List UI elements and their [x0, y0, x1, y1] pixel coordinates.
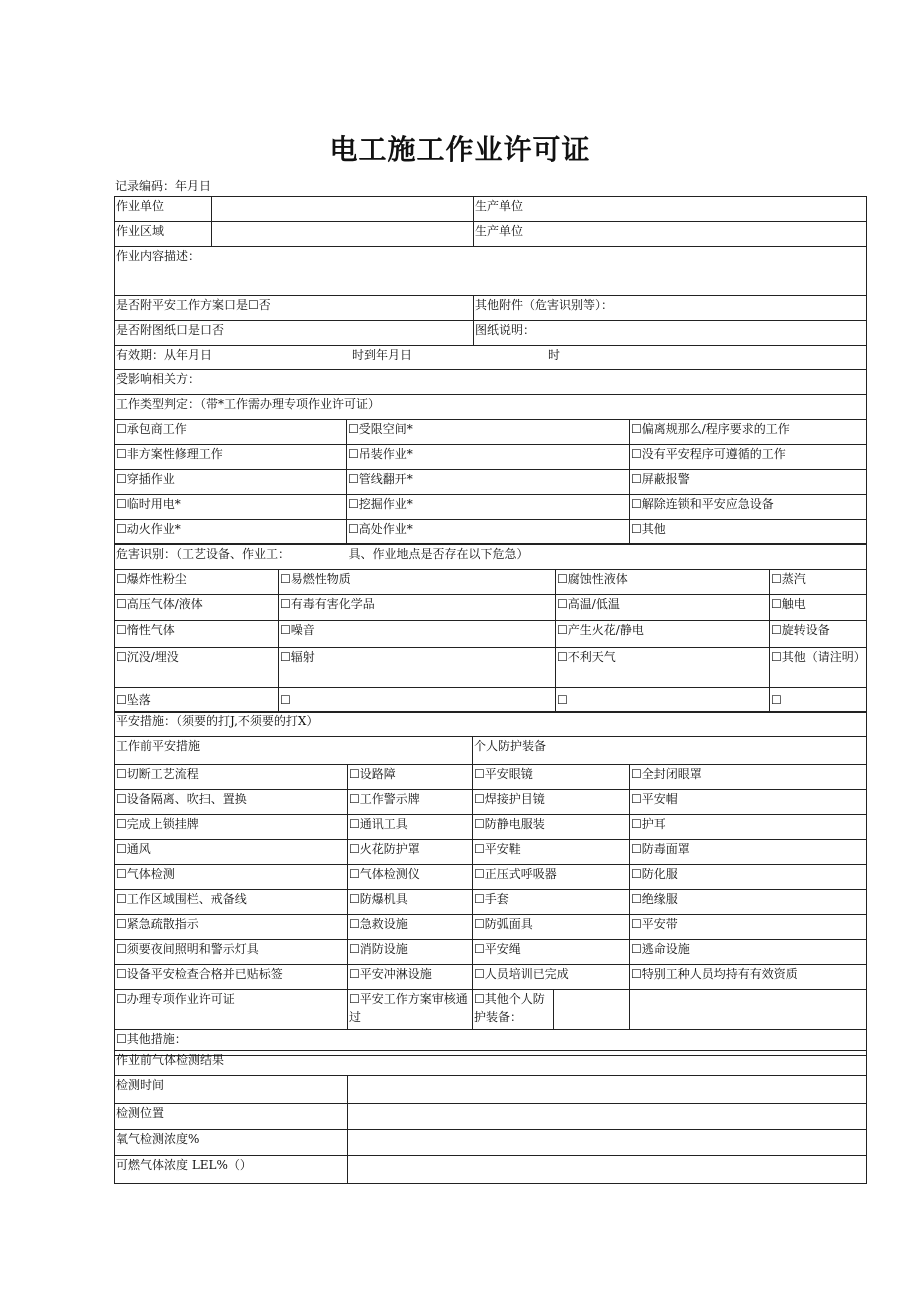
other-attachments[interactable]: 其他附件（危害识别等）： — [474, 296, 867, 321]
work-type-option[interactable]: ☐没有平安程序可遵循的工作 — [630, 445, 867, 470]
safety-plan-question[interactable]: 是否附平安工作方案口是☐否 — [115, 296, 474, 321]
hazard-option[interactable]: ☐其他（请注明） — [770, 648, 867, 688]
work-type-option[interactable]: ☐挖掘作业* — [347, 495, 630, 520]
hazard-label: 危害识别：（工艺设备、作业工： — [115, 545, 348, 570]
hazard-option[interactable]: ☐高压气体/液体 — [115, 595, 279, 621]
safety-option[interactable]: ☐平安工作方案审核通过 — [348, 990, 473, 1030]
safety-option[interactable]: ☐平安冲淋设施 — [348, 965, 473, 990]
ppe-label: 个人防护装备 — [473, 737, 867, 765]
ppe-option[interactable]: ☐其他个人防护装备： — [473, 990, 554, 1030]
safety-table — [114, 711, 867, 1056]
safety-option[interactable]: ☐通风 — [115, 840, 348, 865]
ppe-option[interactable]: ☐平安帽 — [630, 790, 867, 815]
work-type-option[interactable]: ☐非方案性修理工作 — [115, 445, 347, 470]
work-type-option[interactable]: ☐穿插作业 — [115, 470, 347, 495]
safety-option[interactable]: ☐工作警示牌 — [348, 790, 473, 815]
hazard-option[interactable]: ☐触电 — [770, 595, 867, 621]
affected-parties[interactable]: 受影响相关方： — [115, 370, 867, 395]
gas-row-value[interactable] — [348, 1076, 867, 1104]
gas-row-label: 可燃气体浓度 LEL%（） — [115, 1156, 348, 1184]
ppe-option[interactable]: ☐焊接护目镜 — [473, 790, 630, 815]
work-type-option[interactable]: ☐管线翻开* — [347, 470, 630, 495]
validity-row[interactable] — [115, 346, 867, 370]
validity-from: 有效期：从年月日 — [116, 348, 213, 362]
validity-end: 时 — [548, 348, 561, 362]
work-type-option[interactable]: ☐承包商工作 — [115, 420, 347, 445]
gas-detection-table — [114, 1050, 867, 1184]
safety-option[interactable]: ☐切断工艺流程 — [115, 765, 348, 790]
record-code: 记录编码：年月日 — [115, 179, 212, 193]
hazard-option[interactable]: ☐ — [770, 688, 867, 713]
work-type-label: 工作类型判定：（带*工作需办理专项作业许可证） — [115, 395, 867, 420]
content-description[interactable]: 作业内容描述： — [115, 247, 867, 296]
ppe-option[interactable]: ☐平安绳 — [473, 940, 630, 965]
safety-option[interactable]: ☐设备隔离、吹扫、置换 — [115, 790, 348, 815]
gas-detection-label: 作业前气体检测结果 — [115, 1051, 867, 1076]
ppe-option[interactable]: ☐逃命设施 — [630, 940, 867, 965]
ppe-option[interactable]: ☐防毒面罩 — [630, 840, 867, 865]
hazard-option[interactable]: ☐旋转设备 — [770, 621, 867, 648]
page-title: 电工施工作业许可证 — [329, 133, 591, 166]
work-type-option[interactable]: ☐临时用电* — [115, 495, 347, 520]
work-type-option[interactable]: ☐受限空间* — [347, 420, 630, 445]
hazard-label-cont: 具、作业地点是否存在以下危急） — [348, 545, 867, 570]
work-type-option[interactable]: ☐高处作业* — [347, 520, 630, 544]
work-type-option[interactable]: ☐吊装作业* — [347, 445, 630, 470]
drawing-question[interactable]: 是否附图纸口是口否 — [115, 321, 474, 346]
hazard-option[interactable]: ☐爆炸性粉尘 — [115, 570, 279, 595]
ppe-option[interactable]: ☐手套 — [473, 890, 630, 915]
validity-to: 时到年月日 — [352, 348, 413, 362]
hazard-option[interactable]: ☐坠落 — [115, 688, 279, 713]
gas-row-label: 检测位置 — [115, 1104, 348, 1130]
work-type-option[interactable]: ☐屏蔽报警 — [630, 470, 867, 495]
safety-option[interactable]: ☐办理专项作业许可证 — [115, 990, 348, 1030]
other-measures[interactable]: ☐其他措施： — [115, 1030, 867, 1056]
ppe-other-value-2[interactable] — [630, 990, 867, 1030]
hazard-option[interactable]: ☐辐射 — [279, 648, 556, 688]
unit-label: 作业单位 — [115, 197, 212, 222]
permit-form-table — [114, 196, 867, 544]
ppe-option[interactable]: ☐平安鞋 — [473, 840, 630, 865]
safety-label: 平安措施：（须要的打J,不须要的打X） — [115, 712, 867, 737]
work-type-option[interactable]: ☐动火作业* — [115, 520, 347, 544]
work-type-option[interactable]: ☐偏离规那么/程序要求的工作 — [630, 420, 867, 445]
safety-option[interactable]: ☐须要夜间照明和警示灯具 — [115, 940, 348, 965]
safety-option[interactable]: ☐设备平安检查合格并已贴标签 — [115, 965, 348, 990]
hazard-table — [114, 544, 867, 713]
ppe-option[interactable]: ☐防静电服装 — [473, 815, 630, 840]
hazard-option[interactable]: ☐蒸汽 — [770, 570, 867, 595]
hazard-option[interactable]: ☐有毒有害化学品 — [279, 595, 556, 621]
gas-row-label: 检测时间 — [115, 1076, 348, 1104]
safety-option[interactable]: ☐急救设施 — [348, 915, 473, 940]
ppe-option[interactable]: ☐绝缘服 — [630, 890, 867, 915]
hazard-option[interactable]: ☐ — [279, 688, 556, 713]
hazard-option[interactable]: ☐沉没/埋没 — [115, 648, 279, 688]
hazard-option[interactable]: ☐惰性气体 — [115, 621, 279, 648]
safety-option[interactable]: ☐消防设施 — [348, 940, 473, 965]
drawing-note[interactable]: 图纸说明： — [474, 321, 867, 346]
gas-row-value[interactable] — [348, 1156, 867, 1184]
work-type-option[interactable]: ☐其他 — [630, 520, 867, 544]
gas-row-value[interactable] — [348, 1130, 867, 1156]
hazard-option[interactable]: ☐ — [556, 688, 770, 713]
area-label: 作业区域 — [115, 222, 212, 247]
safety-option[interactable]: ☐防爆机具 — [348, 890, 473, 915]
unit-value[interactable] — [212, 197, 474, 222]
gas-row-value[interactable] — [348, 1104, 867, 1130]
safety-option[interactable]: ☐工作区域围栏、戒备线 — [115, 890, 348, 915]
hazard-option[interactable]: ☐不利天气 — [556, 648, 770, 688]
safety-option[interactable]: ☐气体检测 — [115, 865, 348, 890]
hazard-option[interactable]: ☐腐蚀性液体 — [556, 570, 770, 595]
hazard-option[interactable]: ☐易燃性物质 — [279, 570, 556, 595]
hazard-option[interactable]: ☐高温/低温 — [556, 595, 770, 621]
ppe-option[interactable]: ☐平安眼镜 — [473, 765, 630, 790]
ppe-option[interactable]: ☐正压式呼吸器 — [473, 865, 630, 890]
ppe-option[interactable]: ☐特别工种人员均持有有效资质 — [630, 965, 867, 990]
gas-row-label: 氧气检测浓度% — [115, 1130, 348, 1156]
ppe-option[interactable]: ☐防弧面具 — [473, 915, 630, 940]
ppe-option[interactable]: ☐人员培训已完成 — [473, 965, 630, 990]
area-value[interactable] — [212, 222, 474, 247]
safety-option[interactable]: ☐紧急疏散指示 — [115, 915, 348, 940]
work-type-option[interactable]: ☐解除连锁和平安应急设备 — [630, 495, 867, 520]
ppe-other-value[interactable] — [554, 990, 630, 1030]
safety-option[interactable]: ☐气体检测仪 — [348, 865, 473, 890]
hazard-option[interactable]: ☐产生火花/静电 — [556, 621, 770, 648]
safety-option[interactable]: ☐火花防护罩 — [348, 840, 473, 865]
safety-option[interactable]: ☐通讯工具 — [348, 815, 473, 840]
hazard-option[interactable]: ☐噪音 — [279, 621, 556, 648]
ppe-option[interactable]: ☐防化服 — [630, 865, 867, 890]
ppe-option[interactable]: ☐全封闭眼罩 — [630, 765, 867, 790]
prod-unit-label-2: 生产单位 — [474, 222, 867, 247]
ppe-option[interactable]: ☐平安带 — [630, 915, 867, 940]
prod-unit-label: 生产单位 — [474, 197, 867, 222]
ppe-option[interactable]: ☐护耳 — [630, 815, 867, 840]
safety-option[interactable]: ☐设路障 — [348, 765, 473, 790]
safety-option[interactable]: ☐完成上锁挂牌 — [115, 815, 348, 840]
pre-work-safety-label: 工作前平安措施 — [115, 737, 473, 765]
